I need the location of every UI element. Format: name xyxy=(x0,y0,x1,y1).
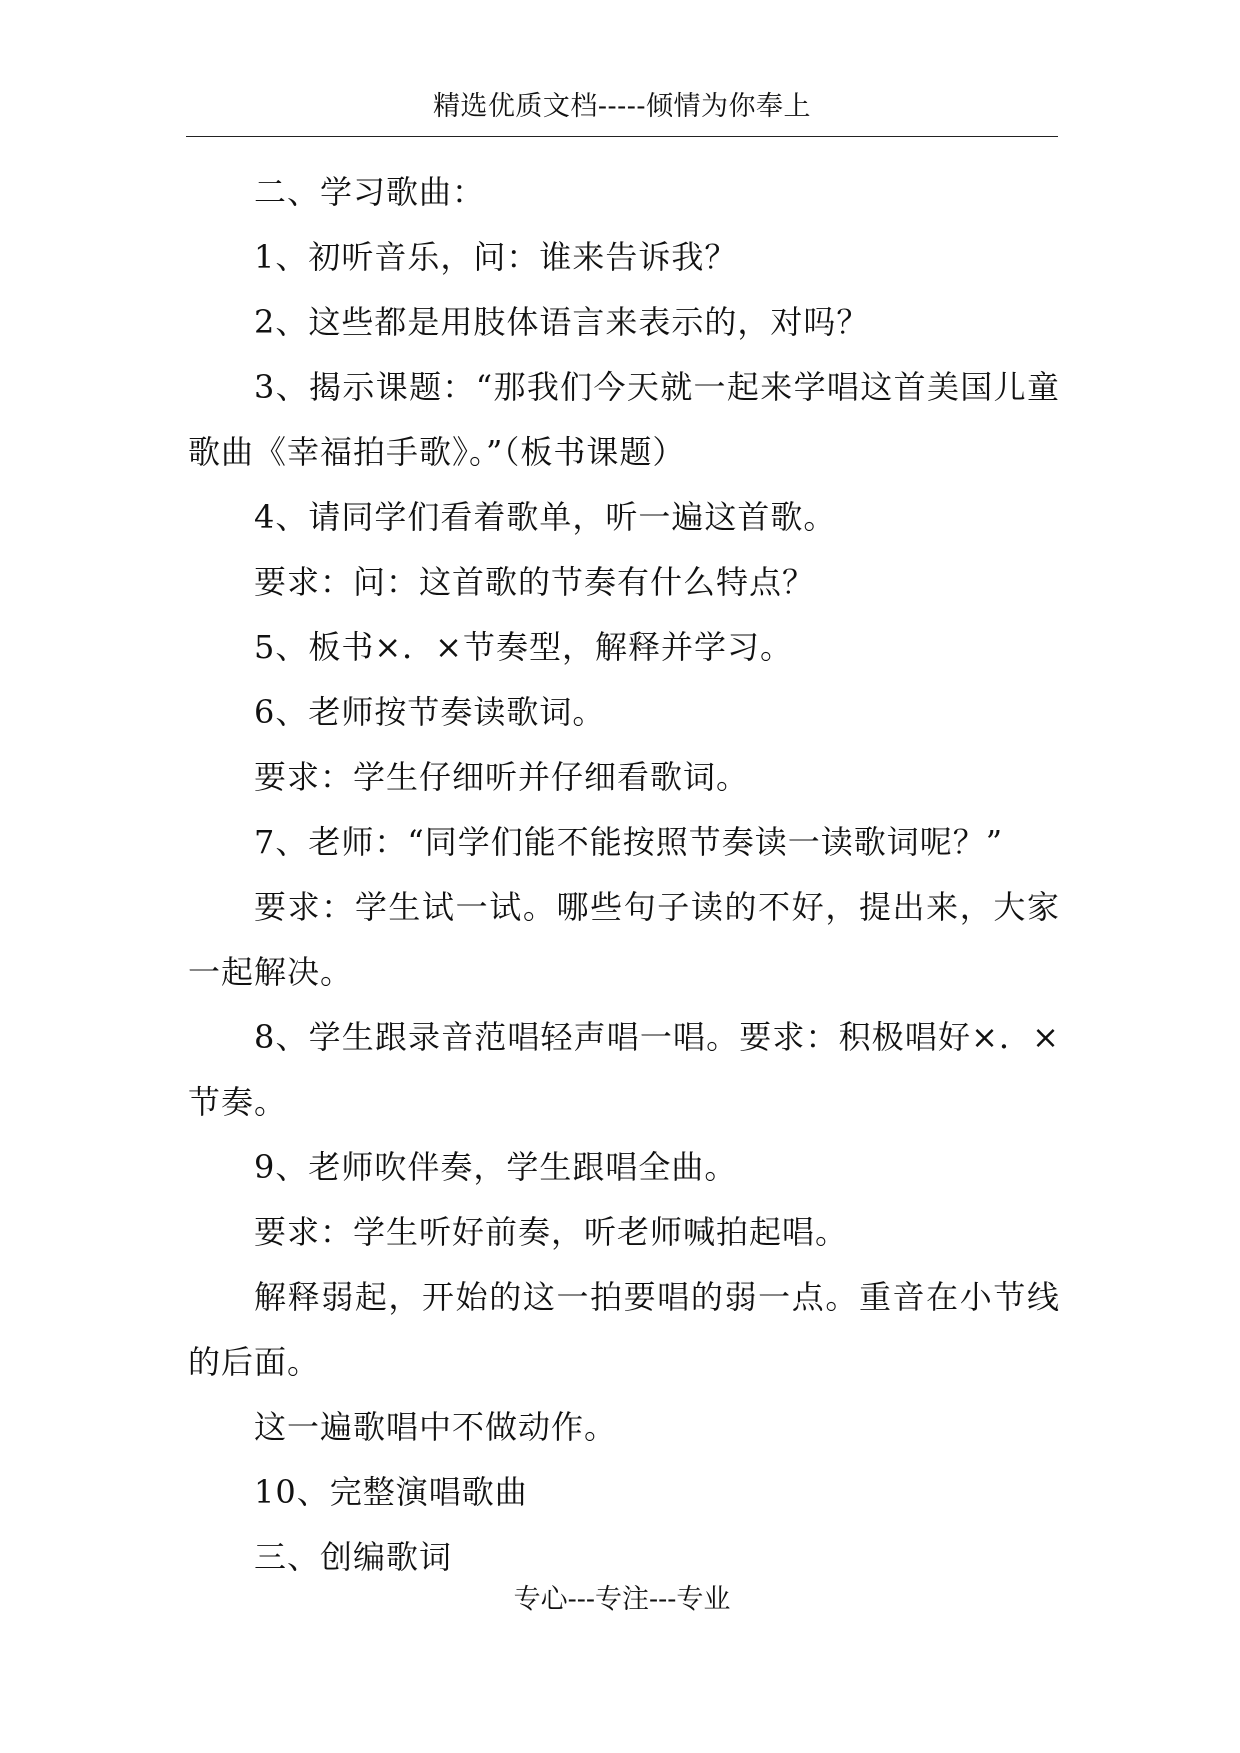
page-footer xyxy=(186,1580,1058,1620)
paragraph: 1、初听音乐，问：谁来告诉我？ xyxy=(254,238,738,276)
paragraph: 解释弱起，开始的这一拍要唱的弱一点。重音在小节线的后面。 xyxy=(188,1278,1060,1381)
paragraph: 5、板书×．×节奏型，解释并学习。 xyxy=(254,628,793,666)
paragraph: 要求：学生试一试。哪些句子读的不好，提出来，大家一起解决。 xyxy=(188,888,1060,991)
paragraph: 10、完整演唱歌曲 xyxy=(254,1473,528,1511)
paragraph: 7、老师：“同学们能不能按照节奏读一读歌词呢？” xyxy=(254,823,1004,861)
paragraph: 三、创编歌词 xyxy=(254,1538,453,1576)
paragraph: 二、学习歌曲： xyxy=(254,173,486,211)
header-text: 精选优质文档-----倾情为你奉上 xyxy=(432,91,812,122)
paragraph: 这一遍歌唱中不做动作。 xyxy=(254,1408,618,1446)
paragraph: 要求：学生仔细听并仔细看歌词。 xyxy=(254,758,750,796)
document-body xyxy=(188,160,1060,1590)
paragraph: 要求：问：这首歌的节奏有什么特点？ xyxy=(254,563,816,601)
paragraph: 2、这些都是用肢体语言来表示的，对吗？ xyxy=(254,303,870,341)
paragraph: 8、学生跟录音范唱轻声唱一唱。要求：积极唱好×．×节奏。 xyxy=(188,1018,1060,1121)
paragraph: 9、老师吹伴奏，学生跟唱全曲。 xyxy=(254,1148,738,1186)
paragraph: 要求：学生听好前奏，听老师喊拍起唱。 xyxy=(254,1213,849,1251)
paragraph: 6、老师按节奏读歌词。 xyxy=(254,693,606,731)
footer-text: 专心---专注---专业 xyxy=(513,1584,731,1615)
paragraph: 3、揭示课题：“那我们今天就一起来学唱这首美国儿童歌曲《幸福拍手歌》。”（板书课题） xyxy=(188,368,1060,471)
paragraph: 4、请同学们看着歌单，听一遍这首歌。 xyxy=(254,498,837,536)
page-header xyxy=(186,86,1058,137)
